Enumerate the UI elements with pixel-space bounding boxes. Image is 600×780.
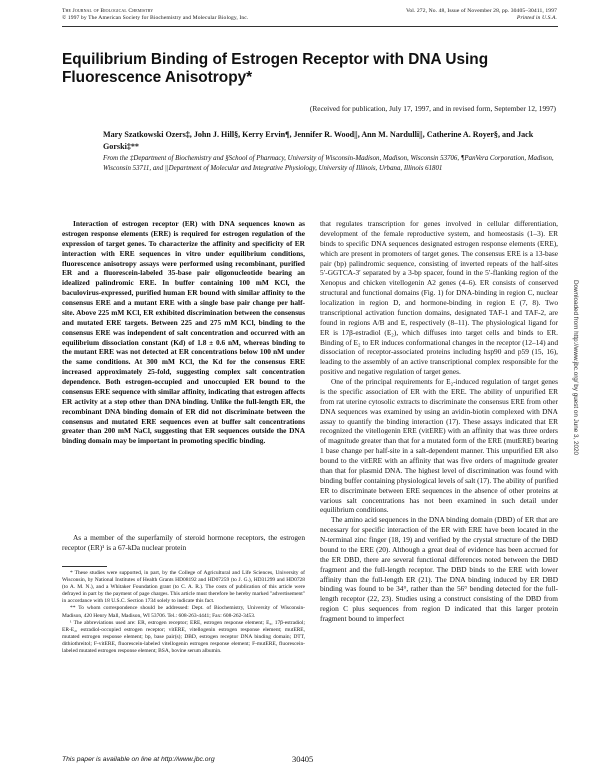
footnote-funding: * These studies were supported, in part, by the College of Agricultural and Life Sciences, University of Wisconsin, by National Institutes of Health Grants HD08192 and HD07259 (to J. G.), HD31299 and HD0728 (to A. M. N.), and a Whitaker Foundation grant (to C. A. R.). The costs of publication of this article were defrayed in part by the payment of page charges. This article must therefore be hereby marked "advertisement" in accordance with 18 U.S.C. Section 1734 solely to indicate this fact. bbox=[62, 570, 305, 605]
page-number: 30405 bbox=[292, 754, 314, 764]
right-column bbox=[320, 219, 558, 624]
footnotes bbox=[62, 570, 305, 655]
footnote-abbreviations: ¹ The abbreviations used are: ER, estrogen receptor; ERE, estrogen response element; E₂, 17β-estradiol; ER-E₂, estradiol-occupied estrogen receptor; vitERE, vitellogenin estrogen response element; mutERE, mutated estrogen response element; bp, base pair(s); DBD, estrogen receptor DNA binding domain; DTT, dithiothreitol; F-vitERE, fluorescein-labeled vitellogenin estrogen response element; F-mutERE, fluorescein-labeled mutated estrogen response element; BSA, bovine serum albumin. bbox=[62, 619, 305, 655]
paragraph: The amino acid sequences in the DNA binding domain (DBD) of ER that are necessary for specific interaction of the ER with ERE have been located in the N-terminal zinc finger (18, 19) and verified by the crystal structure of the DBD bound to the ERE (20). Although a great deal of evidence has been accrued for the ER DBD, there are several functional differences noted between the DBD fragment and the full-length receptor. The DBD binds to the ERE with lower affinity than the full-length ER (21). The DNA binding induced by ER DBD binding was found to be 34°, rather than the 56° bending detected for the full-length receptor (22, 23). Studies using a construct consisting of the DBD from region C plus sequences from region D indicated that this larger protein fragment bound to imperfect bbox=[320, 515, 558, 623]
download-watermark-text: Downloaded from http://www.jbc.org/ by guest on June 3, 2020 bbox=[572, 280, 579, 456]
abstract-text: Interaction of estrogen receptor (ER) with DNA sequences known as estrogen response elements (ERE) is required for estrogen regulation of the expression of target genes. To characterize the affinity and specificity of ER interaction with ERE sequences in vitro under equilibrium conditions, fluorescence anisotropy assays were performed using recombinant, purified ER and a fluorescein-labeled 35-base pair oligonucleotide bearing an idealized palindromic ERE. In buffer containing 100 mM KCl, the baculovirus-expressed, purified human ER bound with similar affinity to the consensus ERE and a mutant ERE with a single base pair change per half-site. Above 225 mM KCl, ER exhibited discrimination between the consensus and mutated ERE targets. Between 225 and 275 mM KCl, binding to the consensus ERE was independent of salt concentration and occurred with an equilibrium dissociation constant (Kd) of 1.8 ± 0.6 nM, whereas binding to the mutant ERE was not detected at ER concentrations below 100 nM under the same conditions. At 300 mM KCl, the Kd for the consensus ERE increased approximately 25-fold, suggesting complex salt concentration dependence. Both estrogen-occupied and unoccupied ER bound to the consensus ERE sequence with similar affinity, indicating that estrogen affects ER activity at a step other than DNA binding. Unlike the full-length ER, the recombinant DNA binding domain of ER did not discriminate between the consensus and mutated ERE sequences even at buffer salt concentrations greater than 200 mM NaCl, suggesting that ER sequences outside the DNA binding domain may be important in promoting specific binding. bbox=[62, 219, 305, 446]
copyright-line: © 1997 by The American Society for Biochemistry and Molecular Biology, Inc. bbox=[62, 15, 249, 21]
header-rule bbox=[62, 26, 558, 27]
journal-name: The Journal of Biological Chemistry bbox=[62, 8, 154, 14]
volume-info: Vol. 272, No. 48, Issue of November 28, pp. 30405–30411, 1997 bbox=[405, 8, 557, 14]
online-availability-note: This paper is available on line at http://www.jbc.org bbox=[62, 756, 215, 763]
paragraph: One of the principal requirements for E₂-induced regulation of target genes is the specific association of ER with the ERE. The ability of unpurified ER from rat uterine cytosolic extracts to discriminate the consensus ERE from other DNA sequences was examined by using an avidin-biotin complexed with DNA assay to quantify the binding interaction (17). These assays indicated that ER recognized the vitellogenin ERE (vitERE) with an affinity that was three orders of magnitude greater than that for a mutated form of the ERE (mutERE) bearing 1 base change per half-site in a salt-dependent manner. This unpurified ER also bound to the vitERE with an affinity that was five orders of magnitude greater than that for plasmid DNA. The highest level of discrimination was found with binding buffer containing physiological levels of salt (17). The ability of purified ER to discriminate between ERE sequences in the absence of other proteins at various salt concentrations has not been examined in such detail under equilibrium conditions. bbox=[320, 377, 558, 515]
journal-header bbox=[62, 8, 248, 22]
introduction-start bbox=[62, 533, 305, 553]
footnote-correspondence: ** To whom correspondence should be addressed: Dept. of Biochemistry, University of Wisconsin-Madison, 420 Henry Mall, Madison, WI 53706. Tel.: 608-263-4441; Fax: 608-262-3453. bbox=[62, 605, 305, 619]
intro-text: As a member of the superfamily of steroid hormone receptors, the estrogen receptor (ER)¹ is a 67-kDa nuclear protein bbox=[62, 533, 305, 552]
footnote-rule bbox=[62, 566, 107, 567]
received-dates: (Received for publication, July 17, 1997, and in revised form, September 12, 1997) bbox=[309, 104, 556, 113]
paragraph: that regulates transcription for genes involved in cellular differentiation, development of the female reproductive system, and homeostasis (1–3). ER binds to specific DNA sequences designated estrogen response elements (ERE), which are present in promoters of target genes. The consensus ERE is a 13-base pair (bp) palindromic sequence, consisting of inverted repeats of the half-sites 5′-GGTCA-3′ separated by a 3-bp spacer, found in the 5′-flanking region of the Xenopus and chicken vitellogenin A2 genes (4–6). ER consists of conserved structural and functional domains (Fig. 1) for DNA-binding in region C, nuclear localization in region D, and hormone-binding in region E (7, 8). Two transcriptional activation function domains, designated TAF-1 and TAF-2, are found in regions A/B and E, respectively (8–11). The physiological ligand for ER is 17β-estradiol (E₂), which diffuses into target cells and binds to ER. Binding of E₂ to ER induces conformational changes in the receptor (12–14) and dissociation of receptor-associated proteins including hsp90 and p59 (15, 16), leading to the assembly of an active transcriptional complex responsible for the positive and negative regulation of target genes. bbox=[320, 219, 558, 377]
issue-info bbox=[405, 8, 557, 22]
author-affiliations: From the ‡Department of Biochemistry and §School of Pharmacy, University of Wisconsin-Madison, Madison, Wisconsin 53706, ¶PanVera Corporation, Madison, Wisconsin 53711, and ||Department of Molecular and Integrative Physiology, University of Illinois, Urbana, Illinois 61801 bbox=[103, 155, 554, 172]
author-list: Mary Szatkowski Ozers‡, John J. Hill§, Kerry Ervin¶, Jennifer R. Wood||, Ann M. Nardulli||, Catherine A. Royer§, and Jack Gorski‡** bbox=[103, 130, 534, 151]
article-title: Equilibrium Binding of Estrogen Receptor with DNA Using Fluorescence Anisotropy* bbox=[62, 51, 489, 86]
printed-in: Printed in U.S.A. bbox=[516, 15, 557, 21]
abstract bbox=[62, 219, 305, 446]
